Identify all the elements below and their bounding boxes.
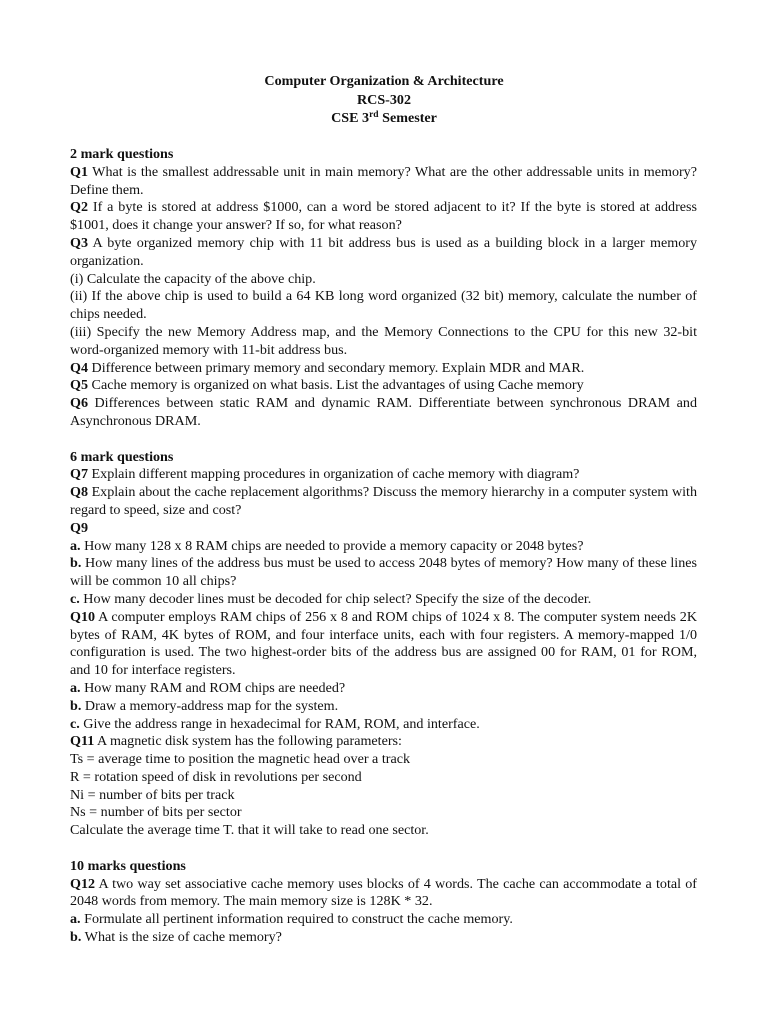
course-code: RCS-302 (356, 91, 412, 108)
document-body (70, 146, 697, 947)
question-q10: Q10 A computer employs RAM chips of 256 x 8 and ROM chips of 1024 x 8. The computer system needs 2K bytes of RAM, 4K bytes of ROM, and four interface units, each with four registers. A memory-mapped 1/0 configuration is used. The two highest-order bits of the address bus are assigned 00 for RAM, 01 for ROM, and 10 for interface registers. (70, 608, 697, 679)
question-q6: Q6 Differences between static RAM and dynamic RAM. Differentiate between synchronous DRAM and Asynchronous DRAM. (70, 395, 697, 429)
question-q7: Q7 Explain different mapping procedures in organization of cache memory with diagram? (70, 466, 580, 483)
question-q9-part-a: a. How many 128 x 8 RAM chips are needed to provide a memory capacity or 2048 bytes? (70, 537, 584, 554)
question-q3: Q3 A byte organized memory chip with 11 bit address bus is used as a building block in a larger memory organization. (70, 234, 697, 269)
question-q9-part-c: c. How many decoder lines must be decoded for chip select? Specify the size of the decoder. (70, 590, 592, 607)
question-q8: Q8 Explain about the cache replacement algorithms? Discuss the memory hierarchy in a computer system with regard to speed, size and cost? (70, 484, 697, 518)
section-heading-6-marks: 6 mark questions (70, 448, 174, 465)
question-q9: Q9 (70, 519, 89, 536)
q11-parameter-ts: Ts = average time to position the magnetic head over a track (70, 751, 410, 768)
question-q3-part-iii: (iii) Specify the new Memory Address map, and the Memory Connections to the CPU for this new 32-bit word-organized memory with 11-bit address bus. (70, 323, 697, 358)
question-q9-part-b: b. How many lines of the address bus must be used to access 2048 bytes of memory? How many of these lines will be common 10 all chips? (70, 555, 697, 590)
question-q11: Q11 A magnetic disk system has the following parameters: (70, 733, 402, 750)
question-q3-part-i: (i) Calculate the capacity of the above chip. (70, 270, 316, 287)
q11-parameter-ni: Ni = number of bits per track (70, 786, 235, 803)
question-q2: Q2 If a byte is stored at address $1000, can a word be stored adjacent to it? If the byte is stored at address $1001, does it change your answer? If so, for what reason? (70, 199, 697, 234)
section-gap (70, 431, 697, 449)
document-header (0, 72, 768, 128)
question-q5: Q5 Cache memory is organized on what basis. List the advantages of using Cache memory (70, 377, 584, 394)
question-q12: Q12 A two way set associative cache memory uses blocks of 4 words. The cache can accommodate a total of 2048 words from memory. The main memory size is 128K * 32. (70, 875, 697, 910)
question-q12-part-b: b. What is the size of cache memory? (70, 929, 282, 946)
course-title: Computer Organization & Architecture (264, 73, 504, 89)
question-q3-part-ii: (ii) If the above chip is used to build a 64 KB long word organized (32 bit) memory, calculate the number of chips needed. (70, 288, 697, 323)
question-q1: Q1 What is the smallest addressable unit in main memory? What are the other addressable units in memory? Define them. (70, 163, 697, 198)
q11-calculation: Calculate the average time T. that it will take to read one sector. (70, 822, 429, 839)
question-q10-part-c: c. Give the address range in hexadecimal for RAM, ROM, and interface. (70, 715, 480, 732)
section-heading-10-marks: 10 marks questions (70, 857, 186, 874)
semester-line: CSE 3rd Semester (331, 110, 437, 126)
question-q10-part-a: a. How many RAM and ROM chips are needed? (70, 679, 346, 696)
q11-parameter-r: R = rotation speed of disk in revolutions per second (70, 768, 362, 785)
question-q10-part-b: b. Draw a memory-address map for the system. (70, 697, 339, 714)
question-q12-part-a: a. Formulate all pertinent information required to construct the cache memory. (70, 911, 513, 928)
section-gap (70, 840, 697, 858)
q11-parameter-ns: Ns = number of bits per sector (70, 804, 242, 821)
question-q4: Q4 Difference between primary memory and secondary memory. Explain MDR and MAR. (70, 359, 585, 376)
section-heading-2-marks: 2 mark questions (70, 146, 174, 162)
